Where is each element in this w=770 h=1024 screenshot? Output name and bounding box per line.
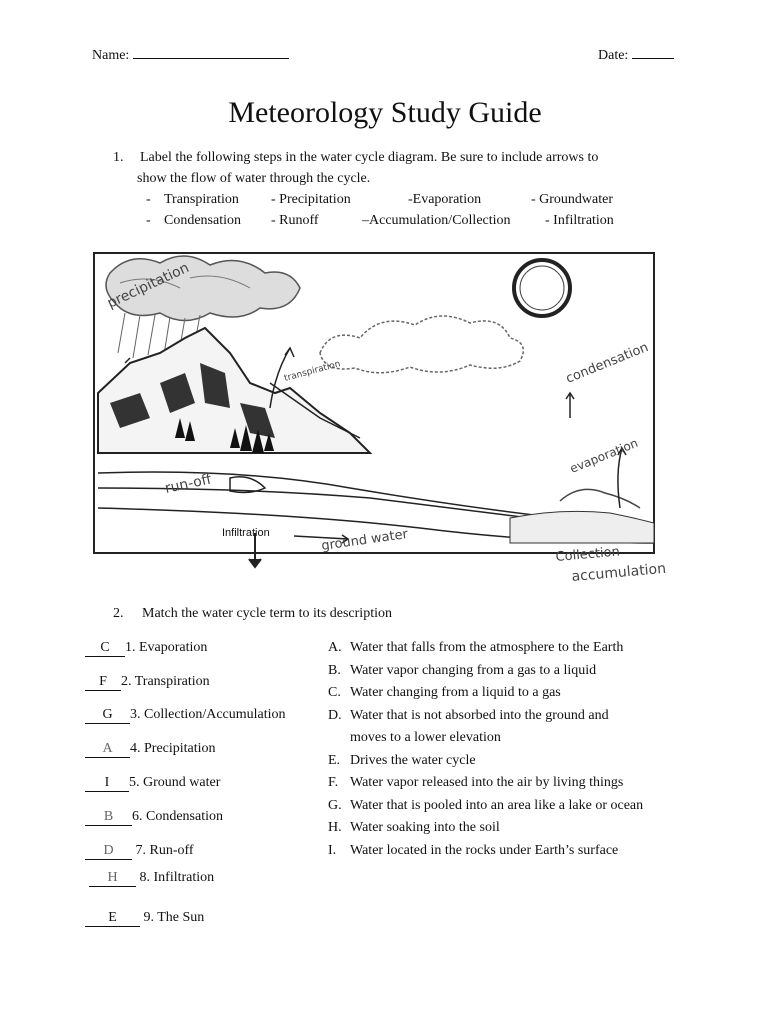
- answer-blank[interactable]: C: [85, 640, 125, 657]
- match-term: [85, 910, 204, 927]
- water-body: [510, 489, 654, 543]
- answer-blank[interactable]: D: [85, 843, 132, 860]
- match-term: [85, 843, 194, 860]
- water-cycle-illustration: [90, 243, 678, 583]
- match-term: [85, 775, 220, 792]
- description-item: D. Water that is not absorbed into the ground and: [328, 707, 609, 723]
- description-item: C. Water changing from a liquid to a gas: [328, 685, 561, 700]
- answer-blank[interactable]: I: [85, 775, 129, 792]
- term-label: 1. Evaporation: [125, 640, 208, 655]
- term-infiltration: - Infiltration: [545, 213, 614, 228]
- term-transpiration: Transpiration: [164, 192, 239, 207]
- name-field: [92, 48, 289, 64]
- term-label: 7. Run-off: [132, 843, 194, 858]
- description-item: F. Water vapor released into the air by living things: [328, 775, 624, 790]
- date-label: Date:: [598, 48, 629, 63]
- cloud-icon: [320, 316, 523, 373]
- date-blank[interactable]: [632, 58, 674, 59]
- q1-text-line2: show the flow of water through the cycle.: [137, 171, 371, 186]
- term-runoff: - Runoff: [271, 213, 319, 228]
- match-term: [89, 870, 214, 887]
- term-evaporation: -Evaporation: [408, 192, 482, 207]
- date-field: [598, 48, 674, 64]
- answer-blank[interactable]: H: [89, 870, 136, 887]
- term-bullet: -: [146, 213, 151, 228]
- q2-text: Match the water cycle term to its description: [142, 606, 392, 621]
- term-accumulation: –Accumulation/Collection: [362, 213, 511, 228]
- term-label: 2. Transpiration: [121, 674, 210, 689]
- term-condensation: Condensation: [164, 213, 241, 228]
- description-item: B. Water vapor changing from a gas to a liquid: [328, 662, 597, 678]
- label-evaporation: evaporation: [567, 435, 640, 476]
- term-precipitation: - Precipitation: [271, 192, 351, 207]
- label-collection: Collection: [555, 544, 621, 565]
- description-item: moves to a lower elevation: [350, 730, 501, 745]
- term-label: 6. Condensation: [132, 809, 223, 824]
- description-item: A. Water that falls from the atmosphere to the Earth: [328, 640, 624, 655]
- label-runoff: run-off: [163, 471, 213, 497]
- page-title: Meteorology Study Guide: [228, 96, 542, 129]
- answer-blank[interactable]: E: [85, 910, 140, 927]
- answer-blank[interactable]: B: [85, 809, 132, 826]
- match-term: [85, 674, 210, 691]
- label-infiltration: Infiltration: [222, 527, 270, 539]
- sun-icon: [514, 260, 570, 316]
- q2-number: 2.: [113, 606, 124, 621]
- term-bullet: -: [146, 192, 151, 207]
- term-label: 3. Collection/Accumulation: [130, 707, 286, 722]
- description-list: [328, 637, 728, 862]
- label-condensation: condensation: [563, 340, 651, 387]
- term-label: 5. Ground water: [129, 775, 221, 790]
- name-label: Name:: [92, 48, 130, 63]
- answer-blank[interactable]: G: [85, 707, 130, 724]
- description-item: I. Water located in the rocks under Earth’s surface: [328, 842, 619, 858]
- answer-blank[interactable]: F: [85, 674, 121, 691]
- match-term: [85, 707, 286, 724]
- match-term: [85, 640, 207, 657]
- label-accumulation: accumulation: [570, 560, 667, 583]
- term-label: 8. Infiltration: [136, 870, 215, 885]
- label-transpiration: transpiration: [283, 359, 342, 384]
- description-item: H. Water soaking into the soil: [328, 820, 500, 835]
- term-label: 4. Precipitation: [130, 741, 216, 756]
- match-term: [85, 809, 223, 826]
- water-cycle-diagram: [90, 243, 678, 583]
- term-label: 9. The Sun: [140, 910, 205, 925]
- q1-text-line1: Label the following steps in the water cycle diagram. Be sure to include arrows to: [140, 150, 599, 165]
- description-item: E. Drives the water cycle: [328, 752, 476, 768]
- answer-blank[interactable]: A: [85, 741, 130, 758]
- q1-number: 1.: [113, 150, 124, 165]
- description-item: G. Water that is pooled into an area like a lake or ocean: [328, 797, 644, 813]
- match-term: [85, 741, 216, 758]
- name-blank[interactable]: [133, 58, 289, 59]
- label-ground-water: ground water: [320, 526, 409, 554]
- label-precipitation: precipitation: [104, 259, 192, 312]
- term-groundwater: - Groundwater: [531, 192, 614, 207]
